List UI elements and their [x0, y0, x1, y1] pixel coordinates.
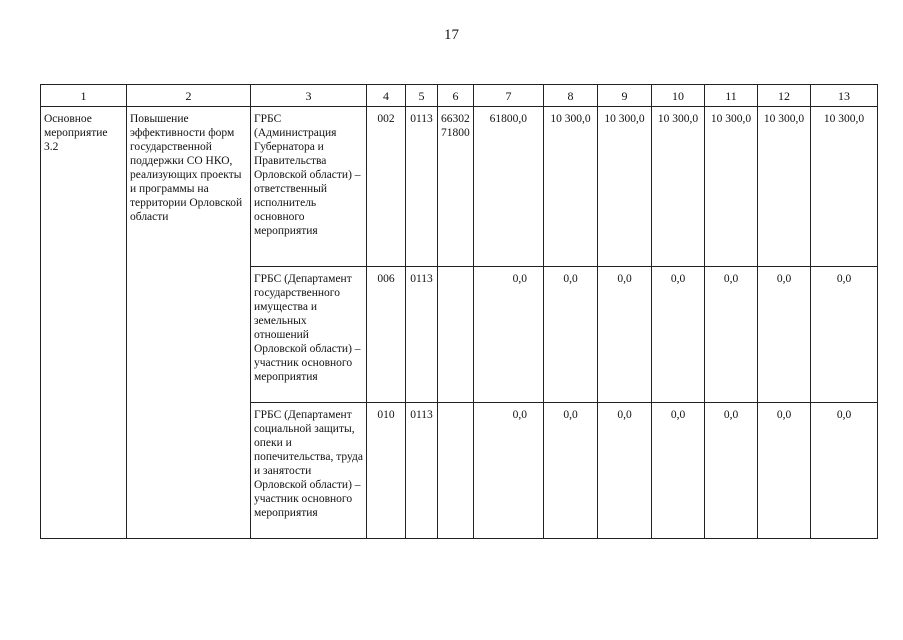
header-cell: 12 [758, 85, 811, 107]
total-cell: 0,0 [474, 403, 544, 539]
year-value-cell: 0,0 [544, 267, 598, 403]
section-cell: 0113 [406, 403, 438, 539]
target-article-cell [438, 267, 474, 403]
grbs-cell: ГРБС (Администрация Губернатора и Правительства Орловской области) – ответственный исполнитель основного мероприятия [251, 107, 367, 267]
year-value-cell: 10 300,0 [705, 107, 758, 267]
page-number: 17 [444, 27, 459, 43]
year-value-cell: 10 300,0 [598, 107, 652, 267]
year-value-cell: 0,0 [598, 403, 652, 539]
year-value-cell: 0,0 [544, 403, 598, 539]
code-cell: 002 [367, 107, 406, 267]
header-row [41, 85, 878, 107]
section-cell: 0113 [406, 107, 438, 267]
section-cell: 0113 [406, 267, 438, 403]
year-value-cell: 0,0 [758, 403, 811, 539]
total-cell: 0,0 [474, 267, 544, 403]
year-value-cell: 0,0 [811, 403, 878, 539]
event-name-cell: Основное мероприятие 3.2 [41, 107, 127, 539]
year-value-cell: 10 300,0 [811, 107, 878, 267]
header-cell: 7 [474, 85, 544, 107]
year-value-cell: 0,0 [705, 267, 758, 403]
header-cell: 8 [544, 85, 598, 107]
header-cell: 9 [598, 85, 652, 107]
header-cell: 2 [127, 85, 251, 107]
header-cell: 13 [811, 85, 878, 107]
year-value-cell: 0,0 [598, 267, 652, 403]
grbs-cell: ГРБС (Департамент социальной защиты, опеки и попечительства, труда и занятости Орловской области) – участник основного мероприятия [251, 403, 367, 539]
event-description-cell: Повышение эффективности форм государственной поддержки СО НКО, реализующих проекты и программы на территории Орловской области [127, 107, 251, 539]
year-value-cell: 0,0 [758, 267, 811, 403]
year-value-cell: 0,0 [652, 267, 705, 403]
year-value-cell: 0,0 [705, 403, 758, 539]
grbs-cell: ГРБС (Департамент государственного имущества и земельных отношений Орловской области) – участник основного мероприятия [251, 267, 367, 403]
target-article-cell: 6630271800 [438, 107, 474, 267]
year-value-cell: 10 300,0 [544, 107, 598, 267]
year-value-cell: 10 300,0 [652, 107, 705, 267]
budget-table [40, 84, 878, 539]
header-cell: 10 [652, 85, 705, 107]
code-cell: 006 [367, 267, 406, 403]
header-cell: 11 [705, 85, 758, 107]
header-cell: 1 [41, 85, 127, 107]
year-value-cell: 10 300,0 [758, 107, 811, 267]
header-cell: 4 [367, 85, 406, 107]
year-value-cell: 0,0 [652, 403, 705, 539]
total-cell: 61800,0 [474, 107, 544, 267]
header-cell: 6 [438, 85, 474, 107]
header-cell: 5 [406, 85, 438, 107]
table-row [41, 107, 878, 267]
header-cell: 3 [251, 85, 367, 107]
year-value-cell: 0,0 [811, 267, 878, 403]
target-article-cell [438, 403, 474, 539]
code-cell: 010 [367, 403, 406, 539]
